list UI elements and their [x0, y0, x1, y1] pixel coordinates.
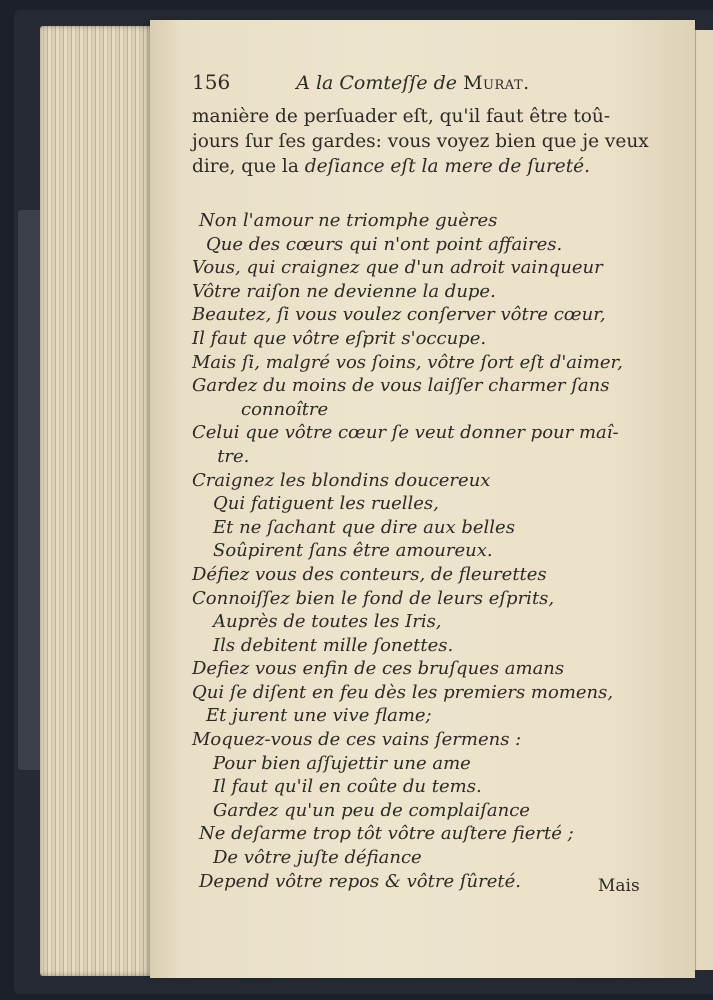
verse-line: Auprès de toutes les Iris,	[213, 611, 442, 633]
prose-line	[192, 154, 632, 179]
verse-line: Il faut qu'il en coûte du tems.	[213, 776, 482, 798]
verse-line: Qui ſe diſent en feu dès les premiers momens,	[192, 681, 614, 703]
verse-line: Défiez vous des conteurs, de fleurettes	[192, 563, 547, 585]
verse-line: Gardez qu'un peu de complaiſance	[213, 799, 530, 821]
verse-line: Vous, qui craignez que d'un adroit vainqueur	[192, 257, 603, 279]
prose-line: manière de perſuader eſt, qu'il faut être toû-	[192, 106, 611, 127]
verse-line: Qui fatiguent les ruelles,	[213, 493, 439, 515]
verse-line: Vôtre raiſon ne devienne la dupe.	[192, 280, 496, 302]
verse-line: Pour bien aſſujettir une ame	[213, 752, 471, 774]
prose-line-plain: dire, que la	[192, 156, 305, 177]
verse-line: Beautez, ſi vous voulez conſerver vôtre cœur,	[192, 304, 606, 326]
verse-line: Que des cœurs qui n'ont point affaires.	[206, 233, 563, 255]
verse-line: Celui que vôtre cœur ſe veut donner pour maî-	[192, 422, 619, 444]
page-content	[192, 70, 649, 893]
verse-block	[192, 209, 632, 893]
verse-line: Moquez-vous de ces vains ſermens :	[192, 729, 522, 751]
verse-line: Et ne ſachant que dire aux belles	[213, 516, 515, 538]
running-head	[296, 72, 529, 94]
verse-line: Defiez vous enfin de ces bruſques amans	[192, 658, 565, 680]
right-page-edge	[695, 30, 713, 970]
catchword: Mais	[598, 876, 640, 896]
verse-line: Gardez du moins de vous laiſſer charmer ſans	[192, 375, 610, 397]
prose-line-italic: deſiance eſt la mere de ſureté.	[304, 156, 591, 177]
verse-line: Il faut que vôtre eſprit s'occupe.	[192, 327, 487, 349]
verse-line: Et jurent une vive flame;	[206, 705, 432, 727]
running-head-name: Murat.	[463, 72, 530, 94]
prose-paragraph	[192, 104, 649, 179]
verse-line: Soûpirent ſans être amoureux.	[213, 540, 493, 562]
verse-line: Ne deſarme trop tôt vôtre auſtere fierté ;	[199, 823, 574, 845]
page-number: 156	[192, 70, 231, 94]
verse-line: Connoiſſez bien le fond de leurs eſprits,	[192, 587, 555, 609]
prose-line: jours ſur ſes gardes: vous voyez bien que je veux	[192, 131, 649, 152]
page-header	[192, 70, 632, 100]
verse-line: De vôtre juſte défiance	[213, 847, 422, 869]
verse-line: Depend vôtre repos & vôtre ſûreté.	[199, 870, 521, 892]
verse-line: tre.	[217, 445, 250, 467]
verse-line: Ils debitent mille ſonettes.	[213, 634, 454, 656]
running-head-prefix: A la Comteſſe de	[296, 72, 464, 94]
verse-line: Craignez les blondins doucereux	[192, 469, 491, 491]
verse-line: Non l'amour ne triomphe guères	[199, 210, 498, 231]
verse-line: connoître	[241, 398, 329, 420]
verse-line: Mais ſi, malgré vos ſoins, vôtre ſort eſt d'aimer,	[192, 351, 623, 373]
